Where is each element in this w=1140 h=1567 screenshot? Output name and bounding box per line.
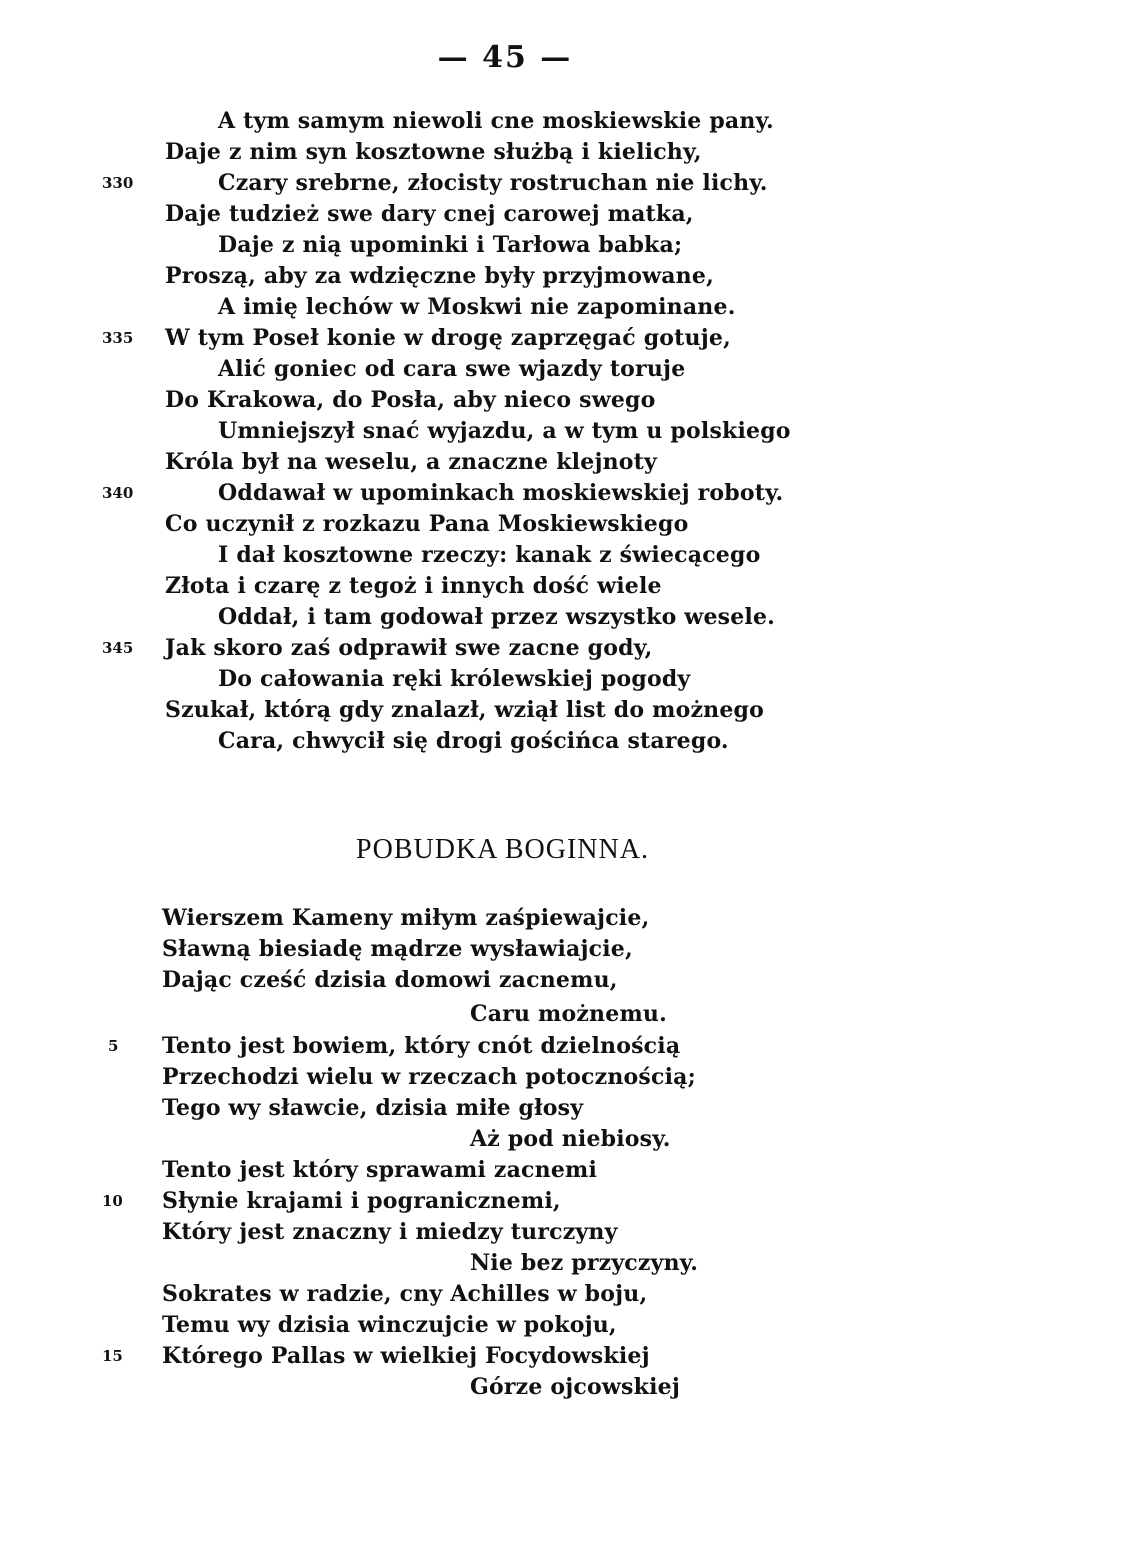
verse-line: Temu wy dzisia winczujcie w pokoju, [162,1312,617,1338]
verse-line: A imię lechów w Moskwi nie zapominane. [218,294,736,320]
verse-line: Oddawał w upominkach moskiewskiej roboty. [218,480,784,506]
line-number: 15 [102,1347,123,1365]
verse-line: Nie bez przyczyny. [470,1250,699,1276]
verse-line: Słynie krajami i pogranicznemi, [162,1188,561,1214]
verse-line: Aż pod niebiosy. [470,1126,671,1152]
verse-line: A tym samym niewoli cne moskiewskie pany. [218,108,774,134]
verse-line: Którego Pallas w wielkiej Focydowskiej [162,1343,650,1369]
page-number: — 45 — [437,40,573,75]
verse-line: Daje tudzież swe dary cnej carowej matka, [165,201,694,227]
line-number: 330 [102,174,134,192]
verse-line: Jak skoro zaś odprawił swe zacne gody, [165,635,653,661]
verse-line: Co uczynił z rozkazu Pana Moskiewskiego [165,511,689,537]
line-number: 5 [108,1037,119,1055]
verse-line: W tym Poseł konie w drogę zaprzęgać gotuje, [165,325,731,351]
verse-line: Dając cześć dzisia domowi zacnemu, [162,967,618,993]
verse-line: Tego wy sławcie, dzisia miłe głosy [162,1095,584,1121]
verse-line: Do całowania ręki królewskiej pogody [218,666,691,692]
line-number: 10 [102,1192,123,1210]
verse-line: Do Krakowa, do Posła, aby nieco swego [165,387,656,413]
section-title: POBUDKA BOGINNA. [356,834,649,865]
verse-line: Złota i czarę z tegoż i innych dość wiele [165,573,662,599]
verse-line: Sławną biesiadę mądrze wysławiajcie, [162,936,633,962]
verse-line: Alić goniec od cara swe wjazdy toruje [218,356,686,382]
verse-line: Daje z nią upominki i Tarłowa babka; [218,232,683,258]
verse-line: Szukał, którą gdy znalazł, wziął list do możnego [165,697,764,723]
verse-line: Caru możnemu. [470,1001,667,1027]
verse-line: Który jest znaczny i miedzy turczyny [162,1219,618,1245]
verse-line: Cara, chwycił się drogi gościńca starego. [218,728,729,754]
verse-line: Tento jest bowiem, który cnót dzielnością [162,1033,681,1059]
verse-line: Umniejszył snać wyjazdu, a w tym u polskiego [218,418,791,444]
verse-line: I dał kosztowne rzeczy: kanak z świecącego [218,542,761,568]
line-number: 345 [102,639,134,657]
verse-line: Oddał, i tam godował przez wszystko wesele. [218,604,776,630]
verse-line: Górze ojcowskiej [470,1374,680,1400]
verse-line: Tento jest który sprawami zacnemi [162,1157,598,1183]
verse-line: Przechodzi wielu w rzeczach potocznością; [162,1064,696,1090]
line-number: 335 [102,329,134,347]
verse-line: Wierszem Kameny miłym zaśpiewajcie, [162,905,650,931]
verse-line: Króla był na weselu, a znaczne klejnoty [165,449,658,475]
verse-line: Proszą, aby za wdzięczne były przyjmowane, [165,263,714,289]
verse-line: Sokrates w radzie, cny Achilles w boju, [162,1281,648,1307]
line-number: 340 [102,484,134,502]
verse-line: Czary srebrne, złocisty rostruchan nie lichy. [218,170,768,196]
verse-line: Daje z nim syn kosztowne służbą i kielichy, [165,139,702,165]
